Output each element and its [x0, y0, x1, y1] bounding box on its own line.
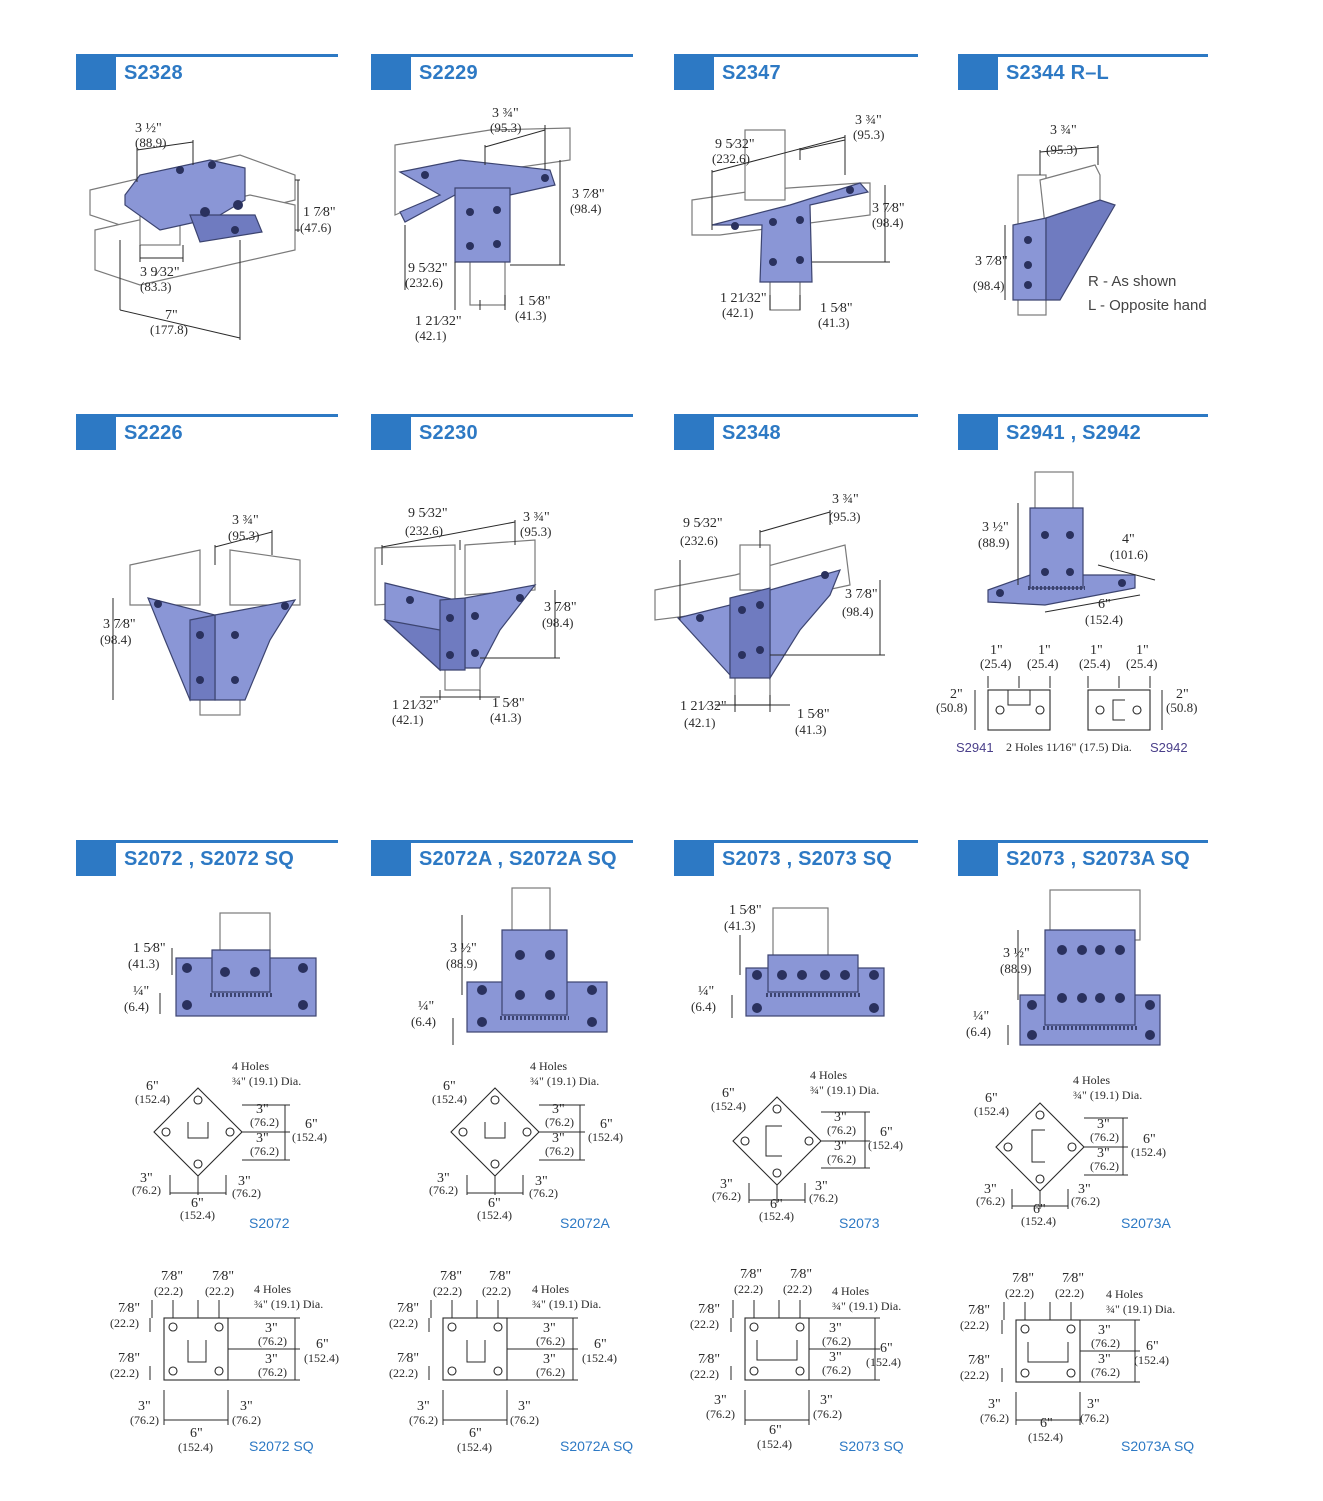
dim-6in-v: 6": [1143, 1132, 1156, 1147]
dim-3in-a-mm: (76.2): [1090, 1130, 1119, 1144]
drawing-s2344: [973, 123, 1207, 315]
dim-depth-mm: (83.3): [140, 279, 172, 294]
drawing-s2229: [395, 106, 605, 343]
drawing-s2073a: [960, 890, 1194, 1454]
dim-channel2: 1 5⁄8": [797, 707, 830, 722]
drawing-s2347: [692, 113, 905, 330]
dim-height-mm: (98.4): [100, 632, 132, 647]
dim-6in-h-mm: (152.4): [178, 1440, 213, 1454]
dim-channel: 1 21⁄32": [680, 699, 727, 714]
dim-78-a: 7⁄8": [1012, 1271, 1035, 1286]
dim-3in-b: 3": [265, 1352, 278, 1367]
drawing-s2072: [110, 913, 339, 1454]
dim-3in-b: 3": [1098, 1352, 1111, 1367]
dim-depth: 3 ¾": [523, 510, 550, 525]
dim-3in-c-mm: (76.2): [712, 1189, 741, 1203]
dim-6in-h: 6": [469, 1426, 482, 1441]
dim-channel2: 1 21⁄32": [415, 314, 462, 329]
dim-1in-a: 1": [990, 643, 1003, 658]
dim-3in-d-mm: (76.2): [1071, 1194, 1100, 1208]
dim-78-c-mm: (22.2): [960, 1318, 989, 1332]
dim-6in-diag: 6": [146, 1079, 159, 1094]
dim-height-mm: (41.3): [128, 956, 160, 971]
dim-plate-depth-mm: (101.6): [1110, 547, 1148, 562]
dim-thickness: ¼": [698, 984, 715, 999]
dim-channel2-mm: (41.3): [490, 710, 522, 725]
dim-width-mm: (232.6): [712, 151, 750, 166]
dim-78-d-mm: (22.2): [389, 1366, 418, 1380]
dim-depth-mm: (95.3): [853, 127, 885, 142]
dim-height-mm: (47.6): [300, 220, 332, 235]
dim-height-mm: (88.9): [1000, 961, 1032, 976]
dim-3in-d: 3": [240, 1399, 253, 1414]
section-title: S2348: [722, 422, 781, 444]
dim-3in-d-mm: (76.2): [529, 1186, 558, 1200]
dim-3in-a: 3": [256, 1102, 269, 1117]
dim-width: 9 5⁄32": [408, 506, 448, 521]
dim-6in-h-mm: (152.4): [1028, 1430, 1063, 1444]
drawing-s2073: [690, 903, 904, 1454]
dim-3in-c: 3": [437, 1171, 450, 1186]
dim-depth-mm: (95.3): [520, 524, 552, 539]
dim-6in-v-mm: (152.4): [1131, 1145, 1166, 1159]
dim-1in-d-mm: (25.4): [1126, 656, 1158, 671]
holes-dia: ¾" (19.1) Dia.: [532, 1297, 602, 1311]
dim-depth-mm: (95.3): [1046, 142, 1078, 157]
dim-3in-d-mm: (76.2): [809, 1191, 838, 1205]
dim-6in-v: 6": [880, 1125, 893, 1140]
holes-count: 4 Holes: [532, 1282, 569, 1296]
dim-height: 3 7⁄8": [872, 201, 905, 216]
dim-6in-v-mm: (152.4): [582, 1351, 617, 1365]
caption-s2942: S2942: [1150, 740, 1188, 755]
dim-depth-mm: (95.3): [228, 528, 260, 543]
dim-3in-d-mm: (76.2): [232, 1186, 261, 1200]
dim-78-a-mm: (22.2): [154, 1284, 183, 1298]
section-title: S2226: [124, 422, 183, 444]
dim-6in-v-mm: (152.4): [866, 1355, 901, 1369]
dim-1in-c: 1": [1090, 643, 1103, 658]
dim-6in-v: 6": [305, 1117, 318, 1132]
dim-78-b: 7⁄8": [212, 1269, 235, 1284]
dim-height-mm: (98.4): [872, 215, 904, 230]
dim-3in-b-mm: (76.2): [250, 1144, 279, 1158]
dim-plate-width: 6": [1098, 597, 1111, 612]
dim-6in-h-mm: (152.4): [180, 1208, 215, 1222]
section-title: S2072 , S2072 SQ: [124, 848, 294, 870]
dim-length: 7": [165, 308, 178, 323]
dim-3in-a-mm: (76.2): [545, 1115, 574, 1129]
dim-3in-b: 3": [552, 1131, 565, 1146]
caption-s2941: S2941: [956, 740, 994, 755]
dim-6in-h-mm: (152.4): [457, 1440, 492, 1454]
dim-3in-a: 3": [1097, 1117, 1110, 1132]
dim-3in-a: 3": [552, 1102, 565, 1117]
dim-6in-h: 6": [769, 1423, 782, 1438]
drawing-s2226: [100, 513, 300, 715]
drawing-s2348: [655, 492, 885, 737]
dim-3in-d: 3": [1078, 1182, 1091, 1197]
dim-3in-a: 3": [543, 1321, 556, 1336]
dim-6in-diag: 6": [722, 1086, 735, 1101]
dim-78-a-mm: (22.2): [734, 1282, 763, 1296]
dim-width-mm: (88.9): [135, 135, 167, 150]
dim-height-mm: (98.4): [542, 615, 574, 630]
drawing-s2230: [375, 506, 577, 727]
dim-2in-left: 2": [950, 687, 963, 702]
dim-3in-d: 3": [815, 1179, 828, 1194]
dim-6in-diag: 6": [985, 1091, 998, 1106]
dim-3in-b-mm: (76.2): [545, 1144, 574, 1158]
section-title: S2230: [419, 422, 478, 444]
dim-78-b: 7⁄8": [790, 1267, 813, 1282]
holes-count: 4 Holes: [810, 1068, 847, 1082]
dim-3in-c-mm: (76.2): [706, 1407, 735, 1421]
dim-channel2-mm: (41.3): [818, 315, 850, 330]
caption-sq: S2072 SQ: [249, 1438, 314, 1454]
dim-6in-v-mm: (152.4): [1134, 1353, 1169, 1367]
holes-dia: ¾" (19.1) Dia.: [832, 1299, 902, 1313]
note-left-hand: L - Opposite hand: [1088, 297, 1207, 314]
dim-3in-a-mm: (76.2): [536, 1334, 565, 1348]
dim-channel-mm: (42.1): [392, 712, 424, 727]
dim-height: 3 7⁄8": [103, 617, 136, 632]
dim-6in-v: 6": [1146, 1339, 1159, 1354]
dim-height: 3 7⁄8": [572, 187, 605, 202]
dim-78-c-mm: (22.2): [389, 1316, 418, 1330]
dim-width: 9 5⁄32": [715, 137, 755, 152]
holes-note: 2 Holes 11⁄16" (17.5) Dia.: [1006, 740, 1132, 754]
dim-78-d: 7⁄8": [968, 1353, 991, 1368]
dim-thickness: ¼": [973, 1009, 990, 1024]
dim-78-d: 7⁄8": [698, 1352, 721, 1367]
dim-depth: 3 ¾": [832, 492, 859, 507]
dim-78-c-mm: (22.2): [690, 1317, 719, 1331]
dim-6in-diag-mm: (152.4): [135, 1092, 170, 1106]
dim-78-d-mm: (22.2): [960, 1368, 989, 1382]
dim-6in-v-mm: (152.4): [588, 1130, 623, 1144]
dim-height: 1 5⁄8": [729, 903, 762, 918]
holes-dia: ¾" (19.1) Dia.: [810, 1083, 880, 1097]
dim-channel2: 1 5⁄8": [820, 301, 853, 316]
dim-3in-a: 3": [834, 1110, 847, 1125]
holes-count: 4 Holes: [1106, 1287, 1143, 1301]
dim-3in-a: 3": [829, 1321, 842, 1336]
dim-6in-diag: 6": [443, 1079, 456, 1094]
dim-channel2: 1 5⁄8": [492, 696, 525, 711]
dim-height-mm: (88.9): [446, 956, 478, 971]
dim-78-c-mm: (22.2): [110, 1316, 139, 1330]
dim-3in-d-mm: (76.2): [813, 1407, 842, 1421]
dim-6in-h-mm: (152.4): [757, 1437, 792, 1451]
dim-78-c: 7⁄8": [397, 1301, 420, 1316]
dim-height: 1 7⁄8": [303, 205, 336, 220]
dim-78-c: 7⁄8": [698, 1302, 721, 1317]
dim-78-b-mm: (22.2): [205, 1284, 234, 1298]
section-title: S2941 , S2942: [1006, 422, 1141, 444]
dim-6in-h: 6": [1040, 1416, 1053, 1431]
dim-3in-a-mm: (76.2): [1091, 1336, 1120, 1350]
dim-1in-c-mm: (25.4): [1079, 656, 1111, 671]
dim-height-mm: (98.4): [842, 604, 874, 619]
dim-3in-c: 3": [138, 1399, 151, 1414]
dim-1in-d: 1": [1136, 643, 1149, 658]
dim-78-d: 7⁄8": [118, 1351, 141, 1366]
dim-channel-mm: (41.3): [515, 308, 547, 323]
dim-3in-b-mm: (76.2): [1091, 1365, 1120, 1379]
section-title: S2072A , S2072A SQ: [419, 848, 617, 870]
holes-count: 4 Holes: [530, 1059, 567, 1073]
dim-2in-right-mm: (50.8): [1166, 700, 1198, 715]
dim-height-mm: (88.9): [978, 535, 1010, 550]
holes-dia: ¾" (19.1) Dia.: [254, 1297, 324, 1311]
dim-3in-d: 3": [535, 1174, 548, 1189]
dim-width-mm: (232.6): [405, 275, 443, 290]
dim-3in-b: 3": [543, 1352, 556, 1367]
drawing-s2328: [90, 121, 336, 340]
dim-3in-c-mm: (76.2): [130, 1413, 159, 1427]
dim-channel2-mm: (41.3): [795, 722, 827, 737]
dim-6in-h-mm: (152.4): [477, 1208, 512, 1222]
dim-6in-v: 6": [600, 1117, 613, 1132]
dim-78-d: 7⁄8": [397, 1351, 420, 1366]
drawing-s2072a: [389, 888, 633, 1454]
caption-sq: S2073A SQ: [1121, 1438, 1195, 1454]
dim-78-b-mm: (22.2): [482, 1284, 511, 1298]
holes-count: 4 Holes: [254, 1282, 291, 1296]
holes-count: 4 Holes: [1073, 1073, 1110, 1087]
caption-sq: S2073 SQ: [839, 1438, 904, 1454]
dim-6in-v-mm: (152.4): [292, 1130, 327, 1144]
section-title: S2344 R–L: [1006, 62, 1109, 84]
dim-thickness-mm: (6.4): [691, 999, 716, 1014]
dim-depth-mm: (95.3): [829, 509, 861, 524]
dim-channel-mm: (42.1): [684, 715, 716, 730]
caption: S2073: [839, 1215, 880, 1231]
dim-3in-b-mm: (76.2): [822, 1363, 851, 1377]
dim-height-mm: (41.3): [724, 918, 756, 933]
dim-2in-right: 2": [1176, 687, 1189, 702]
dim-height: 3 7⁄8": [845, 587, 878, 602]
dim-3in-c: 3": [988, 1397, 1001, 1412]
dim-78-a-mm: (22.2): [1005, 1286, 1034, 1300]
dim-plate-width-mm: (152.4): [1085, 612, 1123, 627]
dim-3in-c: 3": [714, 1393, 727, 1408]
dim-width: 9 5⁄32": [408, 261, 448, 276]
dim-height: 3 7⁄8": [975, 254, 1008, 269]
dim-6in-v-mm: (152.4): [868, 1138, 903, 1152]
dim-3in-d: 3": [238, 1174, 251, 1189]
dim-3in-b-mm: (76.2): [827, 1152, 856, 1166]
dim-length-mm: (177.8): [150, 322, 188, 337]
holes-count: 4 Holes: [832, 1284, 869, 1298]
dim-78-d-mm: (22.2): [690, 1367, 719, 1381]
dim-6in-h-mm: (152.4): [759, 1209, 794, 1223]
dim-channel: 1 21⁄32": [720, 291, 767, 306]
dim-width: 9 5⁄32": [683, 516, 723, 531]
dim-thickness-mm: (6.4): [411, 1014, 436, 1029]
dim-1in-b-mm: (25.4): [1027, 656, 1059, 671]
dim-depth: 3 ¾": [1050, 123, 1077, 138]
dim-6in-v-mm: (152.4): [304, 1351, 339, 1365]
dim-78-a: 7⁄8": [161, 1269, 184, 1284]
dim-78-a-mm: (22.2): [433, 1284, 462, 1298]
dim-3in-b-mm: (76.2): [536, 1365, 565, 1379]
caption: S2072: [249, 1215, 290, 1231]
dim-thickness-mm: (6.4): [124, 999, 149, 1014]
dim-78-a: 7⁄8": [740, 1267, 763, 1282]
dim-1in-b: 1": [1038, 643, 1051, 658]
dim-3in-a-mm: (76.2): [250, 1115, 279, 1129]
dim-depth-mm: (95.3): [490, 120, 522, 135]
dim-6in-h: 6": [190, 1426, 203, 1441]
dim-depth: 3 ¾": [232, 513, 259, 528]
dim-6in-h: 6": [191, 1196, 204, 1211]
dim-width-mm: (232.6): [680, 533, 718, 548]
dim-height: 1 5⁄8": [133, 941, 166, 956]
holes-dia: ¾" (19.1) Dia.: [232, 1074, 302, 1088]
caption: S2072A: [560, 1215, 610, 1231]
dim-channel2-mm: (42.1): [415, 328, 447, 343]
note-right-hand: R - As shown: [1088, 273, 1177, 290]
holes-dia: ¾" (19.1) Dia.: [1073, 1088, 1143, 1102]
dim-3in-c-mm: (76.2): [429, 1183, 458, 1197]
dim-3in-b: 3": [834, 1139, 847, 1154]
dim-78-b: 7⁄8": [489, 1269, 512, 1284]
caption: S2073A: [1121, 1215, 1171, 1231]
dim-6in-v: 6": [594, 1337, 607, 1352]
dim-3in-b: 3": [829, 1350, 842, 1365]
holes-dia: ¾" (19.1) Dia.: [530, 1074, 600, 1088]
dim-depth: 3 ¾": [492, 106, 519, 121]
dim-3in-d-mm: (76.2): [510, 1413, 539, 1427]
dim-plate-depth: 4": [1122, 532, 1135, 547]
dim-3in-d: 3": [820, 1393, 833, 1408]
dim-height-mm: (98.4): [973, 278, 1005, 293]
dim-3in-b-mm: (76.2): [258, 1365, 287, 1379]
dim-3in-a-mm: (76.2): [258, 1334, 287, 1348]
dim-6in-diag-mm: (152.4): [974, 1104, 1009, 1118]
dim-78-a: 7⁄8": [440, 1269, 463, 1284]
dim-width: 3 ½": [135, 121, 162, 136]
dim-6in-v: 6": [316, 1337, 329, 1352]
dim-78-b: 7⁄8": [1062, 1271, 1085, 1286]
dim-3in-b: 3": [256, 1131, 269, 1146]
dim-depth: 3 ¾": [855, 113, 882, 128]
dim-78-c: 7⁄8": [968, 1303, 991, 1318]
dim-6in-h: 6": [488, 1196, 501, 1211]
dim-6in-h: 6": [1033, 1202, 1046, 1217]
dim-3in-d-mm: (76.2): [232, 1413, 261, 1427]
dim-3in-d-mm: (76.2): [1080, 1411, 1109, 1425]
dim-height: 3 7⁄8": [544, 600, 577, 615]
dim-3in-c-mm: (76.2): [976, 1194, 1005, 1208]
dim-height: 3 ½": [982, 520, 1009, 535]
dim-6in-h-mm: (152.4): [1021, 1214, 1056, 1228]
dim-3in-b-mm: (76.2): [1090, 1159, 1119, 1173]
dim-height-mm: (98.4): [570, 201, 602, 216]
dim-6in-v: 6": [880, 1341, 893, 1356]
dim-3in-b: 3": [1097, 1146, 1110, 1161]
dim-depth: 3 9⁄32": [140, 265, 180, 280]
dim-channel-mm: (42.1): [722, 305, 754, 320]
dim-6in-diag-mm: (152.4): [432, 1092, 467, 1106]
dim-3in-c: 3": [417, 1399, 430, 1414]
dim-3in-a-mm: (76.2): [822, 1334, 851, 1348]
holes-dia: ¾" (19.1) Dia.: [1106, 1302, 1176, 1316]
dim-thickness: ¼": [133, 984, 150, 999]
dim-3in-a: 3": [265, 1321, 278, 1336]
dim-width-mm: (232.6): [405, 523, 443, 538]
dim-height: 3 ½": [1003, 946, 1030, 961]
section-title: S2229: [419, 62, 478, 84]
caption-sq: S2072A SQ: [560, 1438, 634, 1454]
dim-6in-diag-mm: (152.4): [711, 1099, 746, 1113]
dim-78-b-mm: (22.2): [783, 1282, 812, 1296]
drawing-s2941: [936, 472, 1197, 755]
dim-3in-c-mm: (76.2): [409, 1413, 438, 1427]
dim-3in-c-mm: (76.2): [132, 1183, 161, 1197]
dim-3in-c-mm: (76.2): [980, 1411, 1009, 1425]
dim-3in-c: 3": [140, 1171, 153, 1186]
dim-3in-d: 3": [518, 1399, 531, 1414]
dim-3in-a-mm: (76.2): [827, 1123, 856, 1137]
dim-3in-a: 3": [1098, 1323, 1111, 1338]
dim-78-b-mm: (22.2): [1055, 1286, 1084, 1300]
dim-3in-d: 3": [1087, 1397, 1100, 1412]
dim-channel: 1 21⁄32": [392, 698, 439, 713]
dim-channel: 1 5⁄8": [518, 294, 551, 309]
section-title: S2073 , S2073 SQ: [722, 848, 892, 870]
holes-count: 4 Holes: [232, 1059, 269, 1073]
dim-height: 3 ½": [450, 941, 477, 956]
section-title: S2347: [722, 62, 781, 84]
section-title: S2328: [124, 62, 183, 84]
dim-thickness-mm: (6.4): [966, 1024, 991, 1039]
section-title: S2073 , S2073A SQ: [1006, 848, 1190, 870]
dim-3in-c: 3": [984, 1182, 997, 1197]
dim-78-c: 7⁄8": [118, 1301, 141, 1316]
dim-1in-a-mm: (25.4): [980, 656, 1012, 671]
dim-thickness: ¼": [418, 999, 435, 1014]
dim-3in-c: 3": [720, 1177, 733, 1192]
dim-6in-h: 6": [770, 1197, 783, 1212]
dim-2in-left-mm: (50.8): [936, 700, 968, 715]
dim-78-d-mm: (22.2): [110, 1366, 139, 1380]
